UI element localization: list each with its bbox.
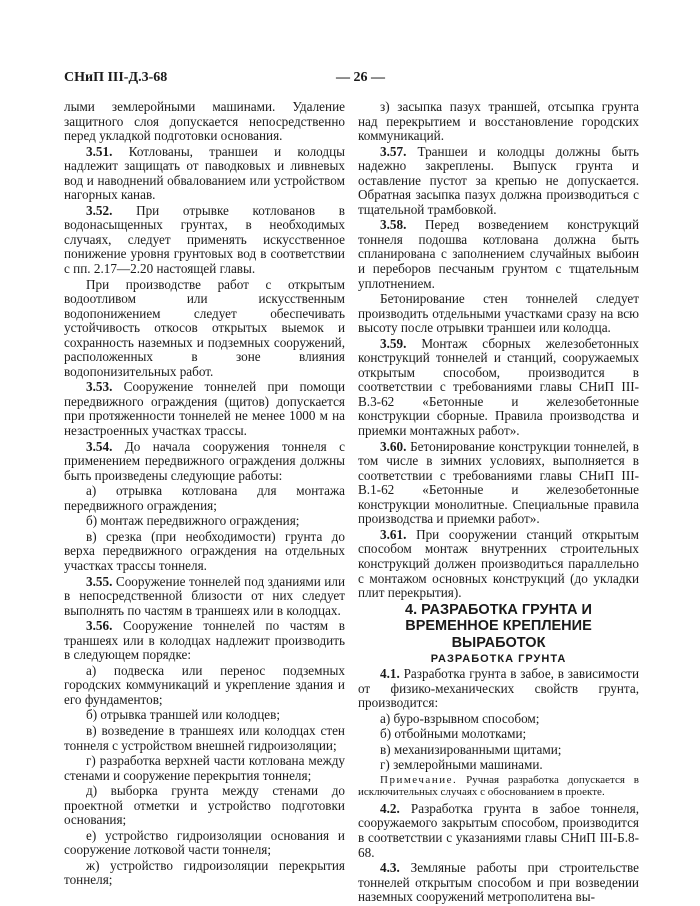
clause-number: 3.59. (380, 335, 407, 351)
paragraph: При производстве работ с открытым водоотливом или искусственным водопонижением следует обеспечивать устойчивость откосов открытых выемок и сохранность наземных и подземных сооружений, расположенных в зоне влияния водопонизительных работ. (64, 276, 345, 379)
clause-number: 3.51. (86, 143, 113, 159)
clause-text: Сооружение тоннелей под зданиями или в непосредственной близости от них следует выполнять по частям в траншеях или в колодцах. (64, 573, 345, 618)
clause-number: 3.52. (86, 202, 113, 218)
clause-text: Перед возведением конструкций тоннеля подошва котлована должна быть спланирована с заполнением случайных выбоин и переборов песчаным грунтом с тщательным уплотнением. (358, 217, 640, 291)
clause-3-53 (64, 380, 345, 438)
clause-number: 3.56. (86, 618, 113, 634)
clause-text: Сооружение тоннелей при помощи передвижного ограждения (щитов) допускается при протяженности тоннелей не менее 1000 м на незастроенных участках трассы. (64, 379, 346, 439)
clause-number: 3.58. (380, 217, 407, 233)
list-item: з) засыпка пазух траншей, отсыпка грунта над перекрытием и восстановление городских коммуникаций. (358, 99, 639, 144)
list-item: в) срезка (при необходимости) грунта до верха передвижного ограждения на отдельных участках трассы тоннеля. (64, 528, 345, 573)
list-item: б) отрывка траншей или колодцев; (86, 707, 281, 723)
list-item: а) отрывка котлована для монтажа передвижного ограждения; (64, 483, 345, 513)
clause-text: Бетонирование конструкции тоннелей, в том числе в зимних условиях, выполняется в соответствии с требованиями главы СНиП III-В.1-62 «Бетонные и железобетонные конструкции монолитные. Специальные правила производства и приемки работ». (358, 438, 639, 527)
clause-text: Разработка грунта в забое, в зависимости от физико-механических свойств грунта, производится: (358, 666, 640, 711)
clause-text: При сооружении станций открытым способом монтаж внутренних строительных конструкций должен производиться параллельно с монтажом основных конструкций (до укладки плит перекрытия). (358, 526, 640, 601)
clause-number: 3.57. (380, 143, 407, 159)
clause-number: 3.61. (380, 526, 407, 542)
note-label: Примечание. (380, 773, 458, 786)
clause-text: До начала сооружения тоннеля с применением передвижного ограждения должны быть произведены следующие работы: (64, 438, 345, 483)
clause-3-57 (358, 145, 639, 218)
list-item: а) подвеска или перенос подземных городских коммуникаций и укрепление здания и его фундаментов; (64, 662, 345, 707)
clause-text: Сооружение тоннелей по частям в траншеях или в колодцах надлежит производить в следующем порядке: (64, 618, 345, 663)
clause-number: 4.1. (380, 666, 400, 682)
clause-text: При отрывке котлованов в водонасыщенных грунтах, в необходимых случаях, следует применять искусственное понижение уровня грунтовых вод в соответствии с пп. 2.17—2.20 настоящей главы. (64, 202, 345, 277)
clause-4-3 (358, 861, 639, 905)
clause-3-59 (358, 337, 639, 439)
list-item: б) отбойными молотками; (380, 726, 527, 742)
clause-text: Котлованы, траншеи и колодцы надлежит защищать от паводковых и ливневых вод и наводнений обвалованием или устройством нагорных канав. (64, 143, 346, 203)
clause-number: 4.3. (380, 860, 400, 876)
list-item: а) буро-взрывном способом; (380, 710, 540, 726)
page-header (64, 70, 636, 90)
left-column (64, 100, 345, 889)
clause-number: 3.55. (86, 573, 113, 589)
list-item: в) механизированными щитами; (380, 741, 562, 757)
paragraph-continuation: лыми землеройными машинами. Удаление защитного слоя допускается непосредственно перед укладкой подготовки основания. (64, 99, 345, 144)
list-item: г) землеройными машинами. (380, 757, 543, 773)
clause-text: Земляные работы при строительстве тоннелей открытым способом и при возведении наземных сооружений метрополитена вы- (358, 860, 640, 905)
clause-number: 4.2. (380, 800, 400, 816)
clause-3-56 (64, 619, 345, 663)
clause-3-54 (64, 440, 345, 484)
section-title: 4. РАЗРАБОТКА ГРУНТА И ВРЕМЕННОЕ КРЕПЛЕНИЕ ВЫРАБОТОК (405, 601, 592, 651)
clause-4-2 (358, 802, 639, 860)
paragraph: Бетонирование стен тоннелей следует производить отдельными участками сразу на всю высоту после отрывки траншеи или колодца. (358, 291, 639, 336)
note-text: Ручная разработка допускается в исключительных случаях с обоснованием в проекте. (358, 773, 640, 799)
clause-number: 3.60. (380, 438, 407, 454)
clause-3-61 (358, 528, 639, 601)
clause-4-1 (358, 667, 639, 711)
clause-3-52 (64, 204, 345, 277)
clause-text: Разработка грунта в забое тоннеля, сооружаемого закрытым способом, производится в соответствии с указаниями главы СНиП III-Б.8-68. (358, 800, 639, 860)
clause-text: Траншеи и колодцы должны быть надежно закреплены. Выпуск грунта и оставление пустот за крепью не допускается. Обратная засыпка пазух должна производиться с тщательной трамбовкой. (358, 143, 639, 217)
note (358, 774, 639, 799)
list-item: д) выборка грунта между стенами до проектной отметки и устройство подготовки основания; (64, 783, 345, 828)
subsection-title: РАЗРАБОТКА ГРУНТА (430, 653, 567, 666)
clause-3-51 (64, 145, 345, 203)
list-item: в) возведение в траншеях или колодцах стен тоннеля с устройством внешней гидроизоляции; (64, 722, 345, 753)
list-item: ж) устройство гидроизоляции перекрытия тоннеля; (64, 857, 345, 888)
right-column (358, 100, 639, 906)
page-number: — 26 — (336, 70, 385, 85)
list-item: г) разработка верхней части котлована между стенами и сооружение перекрытия тоннеля; (64, 753, 345, 783)
clause-number: 3.53. (86, 379, 113, 395)
clause-text: Монтаж сборных железобетонных конструкций тоннелей и станций, сооружаемых открытым способом, производится в соответствии с требованиями главы СНиП III-В.3-62 «Бетонные и железобетонные конструкции сборные. Правила производства и приемки монтажных работ». (358, 335, 639, 439)
clause-3-55 (64, 575, 345, 619)
clause-number: 3.54. (86, 438, 113, 454)
document-code: СНиП III-Д.3-68 (64, 70, 168, 85)
clause-3-60 (358, 440, 639, 527)
list-item: е) устройство гидроизоляции основания и сооружение лотковой части тоннеля; (64, 827, 345, 858)
clause-3-58 (358, 218, 639, 291)
list-item: б) монтаж передвижного ограждения; (86, 513, 300, 529)
